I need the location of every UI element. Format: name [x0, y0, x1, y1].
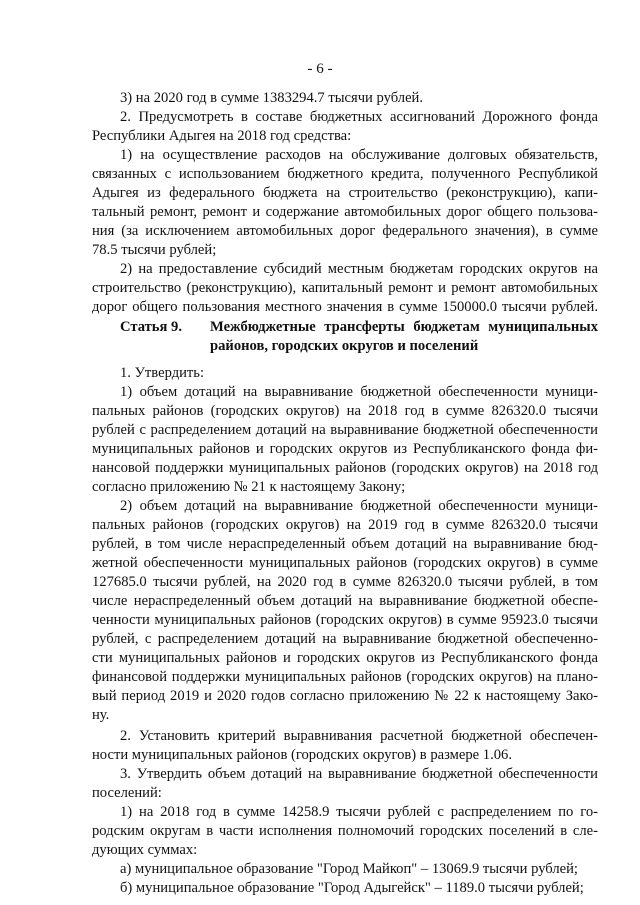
- text-line: рублей с распределением дотаций на выравнивание бюджетной обеспеченности: [92, 422, 598, 438]
- text-line: 2. Предусмотреть в составе бюджетных ассигнований Дорожного фонда: [120, 109, 598, 125]
- text-line: жетной обеспеченности муниципальных районов (городских округов) в сумме: [92, 555, 598, 571]
- text-line: нансовой поддержки муниципальных районов (городских округов) на 2018 год: [92, 460, 598, 476]
- text-line: 3. Утвердить объем дотаций на выравнивание бюджетной обеспеченности: [120, 766, 598, 782]
- text-line: финансовой поддержки муниципальных районов (городских округов) на плано-: [92, 669, 598, 685]
- text-line: родским округам в части исполнения полномочий городских поселений в сле-: [92, 823, 598, 839]
- text-line: согласно приложению № 21 к настоящему Закону;: [92, 479, 406, 495]
- text-line: Республики Адыгея на 2018 год средства:: [92, 128, 352, 144]
- text-line: числе нераспределенный объем дотаций на выравнивание бюджетной обеспе-: [92, 593, 598, 609]
- text-line: 2) объем дотаций на выравнивание бюджетной обеспеченности муници-: [120, 498, 598, 514]
- text-line: 2. Установить критерий выравнивания расчетной бюджетной обеспечен-: [120, 728, 598, 744]
- text-line: пальных районов (городских округов) на 2018 год в сумме 826320.0 тысячи: [92, 403, 598, 419]
- text-line: Адыгея из федерального бюджета на строительство (реконструкцию), капи-: [92, 185, 598, 201]
- text-line: дующих суммах:: [92, 842, 198, 858]
- article-title-line-1: Межбюджетные трансферты бюджетам муниципальных: [210, 319, 598, 335]
- text-line: ченности муниципальных районов (городских округов) в сумме 95923.0 тысячи: [92, 612, 598, 628]
- text-line: пальных районов (городских округов) на 2019 год в сумме 826320.0 тысячи: [92, 517, 598, 533]
- text-line: 78.5 тысячи рублей;: [92, 242, 217, 258]
- text-line: сти муниципальных районов и городских округов из Республиканского фонда: [92, 650, 598, 666]
- page-number: - 6 -: [307, 61, 333, 77]
- text-line: рублей, с распределением дотаций на выравнивание бюджетной обеспеченно-: [92, 631, 598, 647]
- text-line: поселений:: [92, 785, 162, 801]
- text-line: тальный ремонт, ремонт и содержание автомобильных дорог общего пользова-: [92, 204, 598, 220]
- text-line: б) муниципальное образование "Город Адыгейск" – 1189.0 тысячи рублей;: [120, 880, 584, 896]
- text-line: 1. Утвердить:: [120, 365, 205, 381]
- text-line: 127685.0 тысячи рублей, на 2020 год в сумме 826320.0 тысячи рублей, в том: [92, 574, 598, 590]
- text-line: 1) объем дотаций на выравнивание бюджетной обеспеченности муници-: [120, 384, 598, 400]
- text-line: вый период 2019 и 2020 годов согласно приложению № 22 к настоящему Зако-: [92, 688, 598, 704]
- article-title-line-2: районов, городских округов и поселений: [210, 338, 479, 354]
- text-line: строительство (реконструкцию), капитальный ремонт и ремонт автомобильных: [92, 280, 598, 296]
- text-line: ности муниципальных районов (городских округов) в размере 1.06.: [92, 747, 512, 763]
- text-line: 3) на 2020 год в сумме 1383294.7 тысячи рублей.: [120, 90, 424, 106]
- text-line: рублей, в том числе нераспределенный объем дотаций на выравнивание бюд-: [92, 536, 598, 552]
- text-line: 1) на 2018 год в сумме 14258.9 тысячи рублей с распределением по го-: [120, 804, 598, 820]
- text-line: дорог общего пользования местного значения в сумме 150000.0 тысячи рублей.: [92, 299, 598, 315]
- text-line: муниципальных районов и городских округов из Республиканского фонда фи-: [92, 441, 598, 457]
- text-line: связанных с использованием бюджетного кредита, полученного Республикой: [92, 166, 598, 182]
- text-line: а) муниципальное образование "Город Майкоп" – 13069.9 тысячи рублей;: [120, 861, 578, 877]
- text-line: ния (за исключением автомобильных дорог федерального значения), в сумме: [92, 223, 598, 239]
- text-line: 1) на осуществление расходов на обслуживание долговых обязательств,: [120, 147, 598, 163]
- text-line: 2) на предоставление субсидий местным бюджетам городских округов на: [120, 261, 598, 277]
- text-line: ну.: [92, 707, 110, 723]
- article-label: Статья 9.: [120, 319, 182, 335]
